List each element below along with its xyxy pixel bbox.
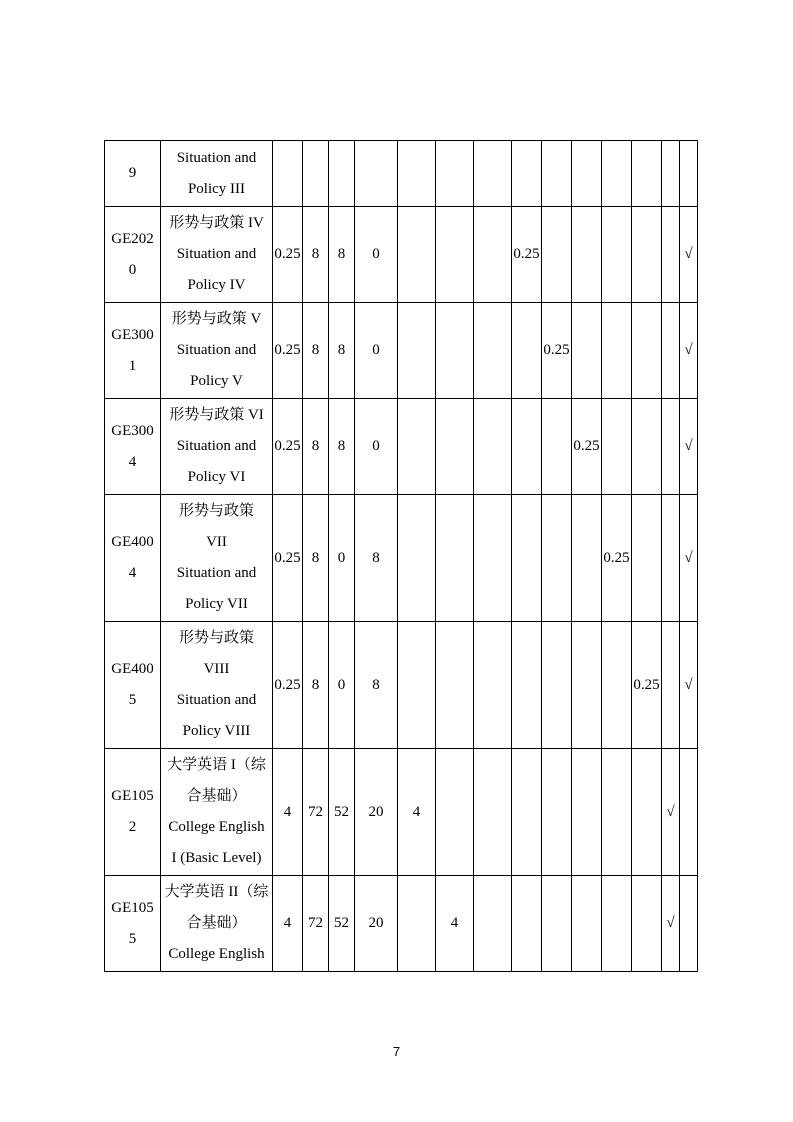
course-code-cell: [105, 876, 161, 972]
semester-3-cell: [474, 399, 512, 495]
semester-5-cell: [542, 495, 572, 622]
total-hours-cell: 8: [303, 399, 329, 495]
table-row: [105, 495, 698, 622]
practice-hours-cell: 20: [355, 749, 398, 876]
semester-1-cell: [398, 141, 436, 207]
semester-7-cell: 0.25: [602, 495, 632, 622]
course-name-cell: [161, 141, 273, 207]
semester-2-cell: [436, 399, 474, 495]
required-mark-cell: [662, 141, 680, 207]
course-name-cell-line: 大学英语 II（综: [164, 884, 269, 900]
semester-3-cell: [474, 303, 512, 399]
semester-2-cell: [436, 207, 474, 303]
elective-mark-cell: [680, 141, 698, 207]
semester-1-cell: [398, 303, 436, 399]
required-mark-cell: [662, 303, 680, 399]
course-name-cell: [161, 749, 273, 876]
semester-1-cell: [398, 622, 436, 749]
course-name-cell-line: 形势与政策 IV: [169, 215, 264, 231]
semester-6-cell: [572, 303, 602, 399]
course-code-cell: [105, 399, 161, 495]
course-name-cell: [161, 876, 273, 972]
required-mark-cell: [662, 207, 680, 303]
semester-2-cell: [436, 303, 474, 399]
table-row: [105, 303, 698, 399]
semester-1-cell: [398, 399, 436, 495]
table-row: [105, 399, 698, 495]
practice-hours-cell: 20: [355, 876, 398, 972]
course-name-cell-line: College English: [168, 819, 265, 835]
semester-7-cell: [602, 622, 632, 749]
course-name-cell-line: Policy VI: [187, 469, 246, 485]
semester-2-cell: 4: [436, 876, 474, 972]
table-row: [105, 876, 698, 972]
course-name-cell-line: Policy V: [190, 373, 243, 389]
course-code-cell-line: GE202: [111, 230, 154, 247]
semester-6-cell: [572, 495, 602, 622]
course-name-cell-line: I (Basic Level): [171, 850, 262, 866]
semester-7-cell: [602, 141, 632, 207]
course-code-cell-line: GE105: [111, 899, 154, 916]
course-name-cell-line: Policy VII: [185, 596, 248, 612]
course-code-cell-line: GE300: [111, 422, 154, 439]
semester-1-cell: 4: [398, 749, 436, 876]
course-code-cell: [105, 495, 161, 622]
semester-7-cell: [602, 399, 632, 495]
elective-mark-cell: √: [680, 622, 698, 749]
semester-7-cell: [602, 303, 632, 399]
course-name-cell-line: 合基础）: [186, 788, 247, 804]
course-name-cell-line: 形势与政策 VI: [169, 407, 264, 423]
lecture-hours-cell: [329, 141, 355, 207]
course-code-cell: [105, 207, 161, 303]
semester-5-cell: 0.25: [542, 303, 572, 399]
semester-5-cell: [542, 141, 572, 207]
course-name-cell-line: College English: [168, 946, 265, 962]
semester-2-cell: [436, 495, 474, 622]
lecture-hours-cell: 8: [329, 399, 355, 495]
credit-cell: 0.25: [273, 495, 303, 622]
course-name-cell-line: 大学英语 I（综: [167, 757, 266, 773]
required-mark-cell: √: [662, 749, 680, 876]
required-mark-cell: [662, 622, 680, 749]
total-hours-cell: 8: [303, 303, 329, 399]
semester-3-cell: [474, 207, 512, 303]
elective-mark-cell: √: [680, 495, 698, 622]
course-code-cell-line: 5: [128, 930, 137, 947]
semester-8-cell: [632, 399, 662, 495]
semester-5-cell: [542, 749, 572, 876]
course-code-cell-line: 5: [128, 692, 137, 708]
course-name-cell-line: Situation and: [176, 149, 257, 166]
credit-cell: 4: [273, 876, 303, 972]
course-code-cell: [105, 141, 161, 207]
semester-4-cell: [512, 303, 542, 399]
semester-8-cell: [632, 749, 662, 876]
course-name-cell-line: Situation and: [176, 246, 257, 262]
course-name-cell-line: 合基础）: [186, 915, 247, 931]
semester-2-cell: [436, 749, 474, 876]
semester-3-cell: [474, 876, 512, 972]
elective-mark-cell: [680, 876, 698, 972]
table-row: [105, 749, 698, 876]
practice-hours-cell: 8: [355, 495, 398, 622]
semester-8-cell: [632, 303, 662, 399]
total-hours-cell: 8: [303, 495, 329, 622]
course-name-cell-line: VIII: [203, 661, 230, 677]
semester-2-cell: [436, 141, 474, 207]
practice-hours-cell: 0: [355, 207, 398, 303]
required-mark-cell: √: [662, 876, 680, 972]
course-code-cell-line: GE300: [111, 326, 154, 343]
course-name-cell-line: 形势与政策: [178, 630, 254, 646]
page-number: 7: [392, 1044, 401, 1059]
lecture-hours-cell: 0: [329, 495, 355, 622]
lecture-hours-cell: 0: [329, 622, 355, 749]
course-code-cell-line: 1: [128, 357, 137, 374]
course-code-cell-line: 2: [128, 819, 137, 835]
semester-6-cell: [572, 749, 602, 876]
semester-4-cell: [512, 622, 542, 749]
semester-4-cell: [512, 141, 542, 207]
credit-cell: 0.25: [273, 399, 303, 495]
course-name-cell-line: Situation and: [176, 342, 257, 358]
semester-4-cell: 0.25: [512, 207, 542, 303]
table-row: [105, 622, 698, 749]
course-code-cell-line: GE400: [111, 661, 154, 677]
course-name-cell-line: Policy VIII: [182, 723, 251, 739]
semester-6-cell: 0.25: [572, 399, 602, 495]
semester-7-cell: [602, 749, 632, 876]
course-code-cell-line: GE105: [111, 788, 154, 804]
course-name-cell-line: Policy IV: [187, 277, 246, 293]
total-hours-cell: 72: [303, 749, 329, 876]
semester-5-cell: [542, 622, 572, 749]
semester-1-cell: [398, 495, 436, 622]
course-name-cell-line: VII: [206, 534, 227, 550]
total-hours-cell: 8: [303, 622, 329, 749]
course-name-cell: [161, 207, 273, 303]
total-hours-cell: [303, 141, 329, 207]
lecture-hours-cell: 52: [329, 749, 355, 876]
course-name-cell-line: Situation and: [176, 692, 257, 708]
elective-mark-cell: √: [680, 207, 698, 303]
practice-hours-cell: [355, 141, 398, 207]
semester-5-cell: [542, 207, 572, 303]
semester-3-cell: [474, 141, 512, 207]
practice-hours-cell: 0: [355, 399, 398, 495]
course-name-cell-line: 形势与政策: [178, 503, 254, 519]
practice-hours-cell: 8: [355, 622, 398, 749]
credit-cell: [273, 141, 303, 207]
elective-mark-cell: √: [680, 399, 698, 495]
course-code-cell: [105, 622, 161, 749]
course-table: [104, 140, 698, 972]
semester-5-cell: [542, 876, 572, 972]
elective-mark-cell: √: [680, 303, 698, 399]
required-mark-cell: [662, 399, 680, 495]
course-name-cell-line: 形势与政策 V: [171, 311, 262, 327]
course-name-cell: [161, 399, 273, 495]
table-row: [105, 141, 698, 207]
semester-6-cell: [572, 141, 602, 207]
course-name-cell-line: Policy III: [187, 180, 246, 197]
course-name-cell-line: Situation and: [176, 438, 257, 454]
course-code-cell-line: 4: [128, 453, 137, 470]
lecture-hours-cell: 52: [329, 876, 355, 972]
semester-4-cell: [512, 876, 542, 972]
course-name-cell-line: Situation and: [176, 565, 257, 581]
semester-7-cell: [602, 876, 632, 972]
semester-4-cell: [512, 399, 542, 495]
semester-1-cell: [398, 207, 436, 303]
semester-8-cell: [632, 876, 662, 972]
semester-1-cell: [398, 876, 436, 972]
course-name-cell: [161, 622, 273, 749]
course-code-cell-line: GE400: [111, 534, 154, 550]
semester-8-cell: [632, 495, 662, 622]
credit-cell: 0.25: [273, 303, 303, 399]
course-code-cell: [105, 749, 161, 876]
semester-3-cell: [474, 749, 512, 876]
credit-cell: 0.25: [273, 622, 303, 749]
elective-mark-cell: [680, 749, 698, 876]
course-code-cell: [105, 303, 161, 399]
semester-7-cell: [602, 207, 632, 303]
semester-4-cell: [512, 495, 542, 622]
semester-8-cell: 0.25: [632, 622, 662, 749]
semester-3-cell: [474, 622, 512, 749]
lecture-hours-cell: 8: [329, 303, 355, 399]
semester-8-cell: [632, 141, 662, 207]
credit-cell: 0.25: [273, 207, 303, 303]
total-hours-cell: 8: [303, 207, 329, 303]
semester-5-cell: [542, 399, 572, 495]
course-code-cell-line: 0: [128, 261, 137, 278]
semester-2-cell: [436, 622, 474, 749]
semester-6-cell: [572, 207, 602, 303]
practice-hours-cell: 0: [355, 303, 398, 399]
semester-8-cell: [632, 207, 662, 303]
semester-6-cell: [572, 876, 602, 972]
course-code-cell-line: 4: [128, 565, 137, 581]
semester-4-cell: [512, 749, 542, 876]
course-name-cell: [161, 495, 273, 622]
required-mark-cell: [662, 495, 680, 622]
lecture-hours-cell: 8: [329, 207, 355, 303]
table-body: [105, 141, 698, 972]
table-row: [105, 207, 698, 303]
course-name-cell: [161, 303, 273, 399]
credit-cell: 4: [273, 749, 303, 876]
course-code-cell-line: 9: [128, 165, 137, 181]
semester-3-cell: [474, 495, 512, 622]
total-hours-cell: 72: [303, 876, 329, 972]
semester-6-cell: [572, 622, 602, 749]
